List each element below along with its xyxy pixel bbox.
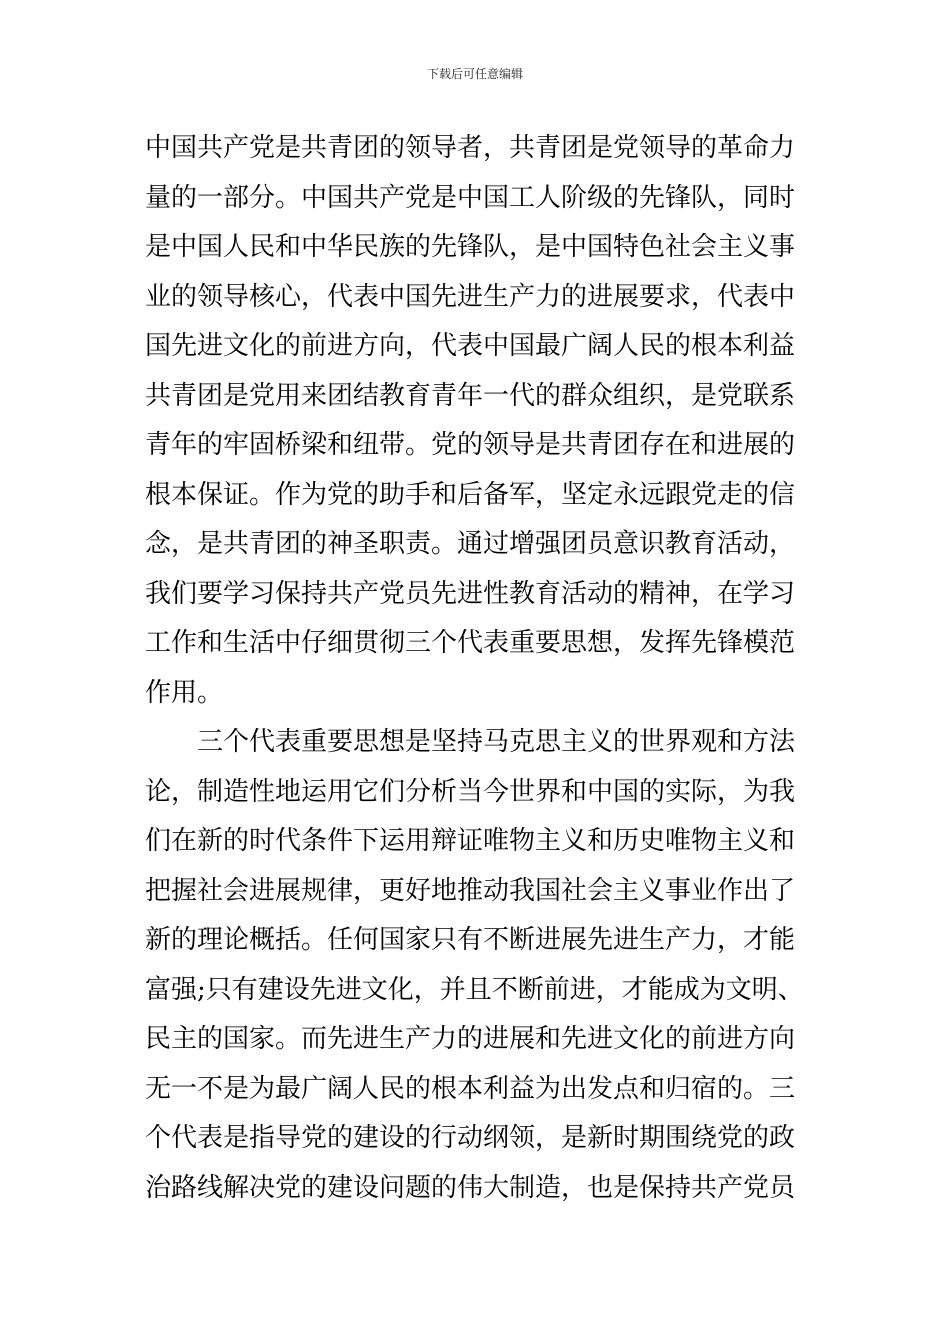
text-line: 治路线解决党的建设问题的伟大制造，也是保持共产党员 <box>145 1172 796 1203</box>
text-line: 工作和生活中仔细贯彻三个代表重要思想，发挥先锋模范 <box>145 628 796 658</box>
paragraph-2 <box>145 718 809 1213</box>
text-line: 三个代表重要思想是坚持马克思主义的世界观和方法 <box>197 727 796 757</box>
text-line: 我们要学习保持共产党员先进性教育活动的精神，在学习 <box>145 578 796 609</box>
text-line: 们在新的时代条件下运用辩证唯物主义和历史唯物主义和 <box>145 826 796 856</box>
text-line: 念，是共青团的神圣职责。通过增强团员意识教育活动， <box>145 529 796 559</box>
text-line: 中国共产党是共青团的领导者，共青团是党领导的革命力 <box>145 133 796 163</box>
text-line: 民主的国家。而先进生产力的进展和先进文化的前进方向 <box>145 1024 796 1054</box>
text-line: 业的领导核心，代表中国先进生产力的进展要求，代表中 <box>145 281 796 312</box>
text-line: 根本保证。作为党的助手和后备军，坚定永远跟党走的信 <box>145 479 796 510</box>
text-line: 个代表是指导党的建设的行动纲领，是新时期围绕党的政 <box>145 1123 796 1153</box>
text-line: 作用。 <box>145 677 224 708</box>
document-body <box>145 124 809 1213</box>
page-header: 下载后可任意编辑 <box>426 67 523 81</box>
text-line: 无一不是为最广阔人民的根本利益为出发点和归宿的。三 <box>145 1073 796 1104</box>
text-line: 青年的牢固桥梁和纽带。党的领导是共青团存在和进展的 <box>145 430 796 460</box>
text-line: 国先进文化的前进方向，代表中国最广阔人民的根本利益 <box>145 331 796 361</box>
text-line: 量的一部分。中国共产党是中国工人阶级的先锋队，同时 <box>145 182 796 213</box>
text-line: 共青团是党用来团结教育青年一代的群众组织，是党联系 <box>145 380 796 411</box>
text-line: 新的理论概括。任何国家只有不断进展先进生产力，才能 <box>145 925 796 955</box>
paragraph-1 <box>145 124 809 718</box>
text-line: 是中国人民和中华民族的先锋队，是中国特色社会主义事 <box>145 232 796 262</box>
text-line: 把握社会进展规律，更好地推动我国社会主义事业作出了 <box>145 875 796 906</box>
text-line: 论，制造性地运用它们分析当今世界和中国的实际，为我 <box>145 776 796 807</box>
text-line: 富强;只有建设先进文化，并且不断前进，才能成为文明、 <box>145 974 804 1005</box>
